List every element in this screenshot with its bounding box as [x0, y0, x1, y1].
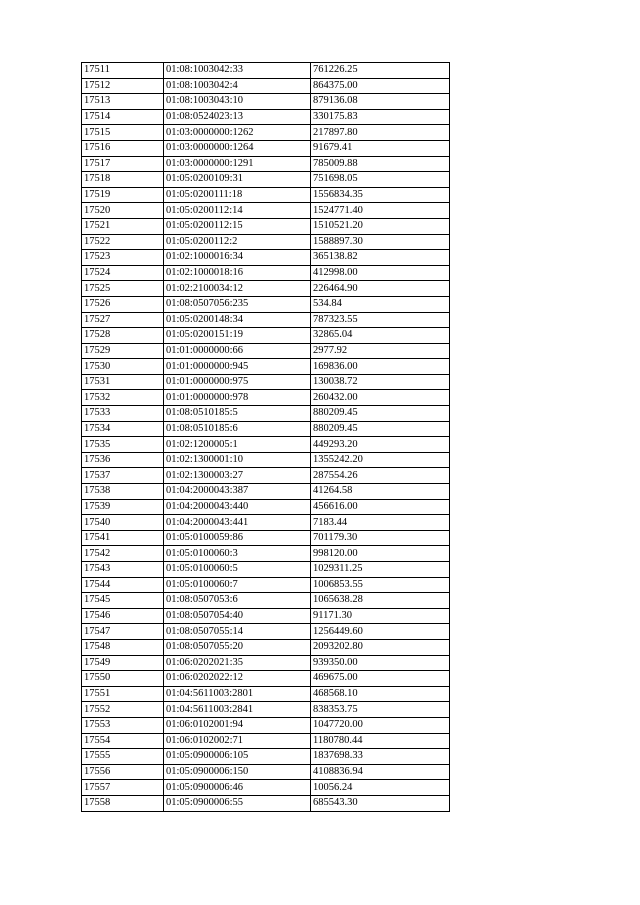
row-number-cell: 17534 [82, 421, 164, 437]
row-number-cell: 17515 [82, 125, 164, 141]
table-row [82, 78, 450, 94]
row-number-cell: 17554 [82, 733, 164, 749]
row-number-cell: 17523 [82, 250, 164, 266]
row-number-cell: 17532 [82, 390, 164, 406]
value-cell: 1029311.25 [311, 562, 450, 578]
value-cell: 1065638.28 [311, 593, 450, 609]
table-body [82, 63, 450, 812]
cadastral-number-cell: 01:05:0200112:2 [164, 234, 311, 250]
value-cell: 1256449.60 [311, 624, 450, 640]
cadastral-number-cell: 01:08:0507054:40 [164, 608, 311, 624]
value-cell: 1837698.33 [311, 749, 450, 765]
cadastral-number-cell: 01:05:0900006:105 [164, 749, 311, 765]
table-row [82, 187, 450, 203]
row-number-cell: 17543 [82, 562, 164, 578]
table-row [82, 608, 450, 624]
value-cell: 864375.00 [311, 78, 450, 94]
row-number-cell: 17518 [82, 172, 164, 188]
table-row [82, 686, 450, 702]
row-number-cell: 17526 [82, 296, 164, 312]
table-row [82, 639, 450, 655]
value-cell: 879136.08 [311, 94, 450, 110]
table-row [82, 265, 450, 281]
row-number-cell: 17517 [82, 156, 164, 172]
value-cell: 1180780.44 [311, 733, 450, 749]
cadastral-number-cell: 01:08:0507053:6 [164, 593, 311, 609]
value-cell: 469675.00 [311, 671, 450, 687]
table-row [82, 281, 450, 297]
table-row [82, 437, 450, 453]
table-row [82, 296, 450, 312]
row-number-cell: 17521 [82, 218, 164, 234]
cadastral-number-cell: 01:08:0507055:14 [164, 624, 311, 640]
row-number-cell: 17541 [82, 530, 164, 546]
value-cell: 260432.00 [311, 390, 450, 406]
row-number-cell: 17552 [82, 702, 164, 718]
cadastral-number-cell: 01:04:5611003:2801 [164, 686, 311, 702]
cadastral-number-cell: 01:02:1000016:34 [164, 250, 311, 266]
cadastral-number-cell: 01:05:0200151:19 [164, 328, 311, 344]
value-cell: 217897.80 [311, 125, 450, 141]
table-row [82, 530, 450, 546]
value-cell: 226464.90 [311, 281, 450, 297]
cadastral-number-cell: 01:08:0524023:13 [164, 109, 311, 125]
cadastral-number-cell: 01:03:0000000:1264 [164, 140, 311, 156]
table-row [82, 452, 450, 468]
table-row [82, 546, 450, 562]
row-number-cell: 17512 [82, 78, 164, 94]
table-row [82, 624, 450, 640]
value-cell: 880209.45 [311, 421, 450, 437]
row-number-cell: 17556 [82, 764, 164, 780]
cadastral-number-cell: 01:05:0100060:3 [164, 546, 311, 562]
cadastral-number-cell: 01:08:1003043:10 [164, 94, 311, 110]
cadastral-number-cell: 01:02:2100034:12 [164, 281, 311, 297]
value-cell: 449293.20 [311, 437, 450, 453]
cadastral-number-cell: 01:01:0000000:66 [164, 343, 311, 359]
cadastral-number-cell: 01:08:0507055:20 [164, 639, 311, 655]
table-row [82, 359, 450, 375]
value-cell: 1047720.00 [311, 717, 450, 733]
row-number-cell: 17535 [82, 437, 164, 453]
row-number-cell: 17546 [82, 608, 164, 624]
row-number-cell: 17531 [82, 374, 164, 390]
row-number-cell: 17551 [82, 686, 164, 702]
value-cell: 365138.82 [311, 250, 450, 266]
value-cell: 130038.72 [311, 374, 450, 390]
value-cell: 1524771.40 [311, 203, 450, 219]
cadastral-number-cell: 01:02:1300001:10 [164, 452, 311, 468]
row-number-cell: 17522 [82, 234, 164, 250]
table-row [82, 515, 450, 531]
cadastral-number-cell: 01:02:1200005:1 [164, 437, 311, 453]
row-number-cell: 17513 [82, 94, 164, 110]
value-cell: 838353.75 [311, 702, 450, 718]
table-row [82, 421, 450, 437]
row-number-cell: 17540 [82, 515, 164, 531]
row-number-cell: 17557 [82, 780, 164, 796]
cadastral-number-cell: 01:06:0102001:94 [164, 717, 311, 733]
cadastral-number-cell: 01:05:0200111:18 [164, 187, 311, 203]
value-cell: 2977.92 [311, 343, 450, 359]
value-cell: 787323.55 [311, 312, 450, 328]
cadastral-number-cell: 01:08:0510185:5 [164, 406, 311, 422]
value-cell: 10056.24 [311, 780, 450, 796]
value-cell: 41264.58 [311, 484, 450, 500]
value-cell: 939350.00 [311, 655, 450, 671]
cadastral-number-cell: 01:04:5611003:2841 [164, 702, 311, 718]
value-cell: 785009.88 [311, 156, 450, 172]
cadastral-number-cell: 01:05:0200112:15 [164, 218, 311, 234]
table-row [82, 593, 450, 609]
row-number-cell: 17519 [82, 187, 164, 203]
table-row [82, 140, 450, 156]
table-row [82, 577, 450, 593]
table-row [82, 343, 450, 359]
row-number-cell: 17538 [82, 484, 164, 500]
row-number-cell: 17537 [82, 468, 164, 484]
table-row [82, 172, 450, 188]
cadastral-number-cell: 01:04:2000043:441 [164, 515, 311, 531]
cadastral-number-cell: 01:05:0200109:31 [164, 172, 311, 188]
row-number-cell: 17524 [82, 265, 164, 281]
value-cell: 330175.83 [311, 109, 450, 125]
table-row [82, 125, 450, 141]
table-row [82, 562, 450, 578]
table-row [82, 406, 450, 422]
value-cell: 32865.04 [311, 328, 450, 344]
table-row [82, 717, 450, 733]
table-row [82, 374, 450, 390]
row-number-cell: 17544 [82, 577, 164, 593]
value-cell: 287554.26 [311, 468, 450, 484]
value-cell: 4108836.94 [311, 764, 450, 780]
row-number-cell: 17525 [82, 281, 164, 297]
value-cell: 685543.30 [311, 795, 450, 811]
row-number-cell: 17528 [82, 328, 164, 344]
value-cell: 701179.30 [311, 530, 450, 546]
row-number-cell: 17545 [82, 593, 164, 609]
table-row [82, 780, 450, 796]
table-row [82, 468, 450, 484]
table-row [82, 156, 450, 172]
value-cell: 534.84 [311, 296, 450, 312]
table-row [82, 250, 450, 266]
table-row [82, 109, 450, 125]
value-cell: 1588897.30 [311, 234, 450, 250]
cadastral-number-cell: 01:05:0900006:46 [164, 780, 311, 796]
table-row [82, 499, 450, 515]
value-cell: 761226.25 [311, 63, 450, 79]
table-row [82, 749, 450, 765]
row-number-cell: 17530 [82, 359, 164, 375]
cadastral-number-cell: 01:01:0000000:978 [164, 390, 311, 406]
value-cell: 1355242.20 [311, 452, 450, 468]
cadastral-number-cell: 01:04:2000043:440 [164, 499, 311, 515]
cadastral-number-cell: 01:02:1300003:27 [164, 468, 311, 484]
row-number-cell: 17529 [82, 343, 164, 359]
table-row [82, 218, 450, 234]
table-row [82, 733, 450, 749]
row-number-cell: 17549 [82, 655, 164, 671]
table-row [82, 390, 450, 406]
data-table [81, 62, 450, 812]
cadastral-number-cell: 01:06:0102002:71 [164, 733, 311, 749]
table-row [82, 312, 450, 328]
table-row [82, 94, 450, 110]
cadastral-number-cell: 01:08:0507056:235 [164, 296, 311, 312]
row-number-cell: 17553 [82, 717, 164, 733]
cadastral-number-cell: 01:05:0100059:86 [164, 530, 311, 546]
value-cell: 1006853.55 [311, 577, 450, 593]
table-row [82, 203, 450, 219]
row-number-cell: 17555 [82, 749, 164, 765]
cadastral-number-cell: 01:06:0202022:12 [164, 671, 311, 687]
cadastral-number-cell: 01:05:0900006:150 [164, 764, 311, 780]
table-row [82, 702, 450, 718]
row-number-cell: 17520 [82, 203, 164, 219]
table-row [82, 484, 450, 500]
table-row [82, 63, 450, 79]
cadastral-number-cell: 01:05:0900006:55 [164, 795, 311, 811]
row-number-cell: 17547 [82, 624, 164, 640]
value-cell: 91679.41 [311, 140, 450, 156]
table-row [82, 764, 450, 780]
cadastral-number-cell: 01:04:2000043:387 [164, 484, 311, 500]
cadastral-number-cell: 01:05:0200112:14 [164, 203, 311, 219]
table-row [82, 795, 450, 811]
cadastral-number-cell: 01:03:0000000:1291 [164, 156, 311, 172]
cadastral-number-cell: 01:08:1003042:4 [164, 78, 311, 94]
row-number-cell: 17558 [82, 795, 164, 811]
cadastral-number-cell: 01:08:0510185:6 [164, 421, 311, 437]
cadastral-number-cell: 01:05:0100060:5 [164, 562, 311, 578]
value-cell: 468568.10 [311, 686, 450, 702]
row-number-cell: 17539 [82, 499, 164, 515]
value-cell: 998120.00 [311, 546, 450, 562]
value-cell: 169836.00 [311, 359, 450, 375]
cadastral-number-cell: 01:05:0200148:34 [164, 312, 311, 328]
cadastral-number-cell: 01:05:0100060:7 [164, 577, 311, 593]
value-cell: 751698.05 [311, 172, 450, 188]
row-number-cell: 17550 [82, 671, 164, 687]
value-cell: 7183.44 [311, 515, 450, 531]
cadastral-number-cell: 01:06:0202021:35 [164, 655, 311, 671]
value-cell: 412998.00 [311, 265, 450, 281]
value-cell: 1556834.35 [311, 187, 450, 203]
table-row [82, 655, 450, 671]
row-number-cell: 17516 [82, 140, 164, 156]
table-row [82, 234, 450, 250]
table-row [82, 328, 450, 344]
value-cell: 1510521.20 [311, 218, 450, 234]
cadastral-number-cell: 01:08:1003042:33 [164, 63, 311, 79]
row-number-cell: 17536 [82, 452, 164, 468]
value-cell: 91171.30 [311, 608, 450, 624]
row-number-cell: 17511 [82, 63, 164, 79]
row-number-cell: 17548 [82, 639, 164, 655]
value-cell: 2093202.80 [311, 639, 450, 655]
cadastral-number-cell: 01:01:0000000:975 [164, 374, 311, 390]
cadastral-number-cell: 01:01:0000000:945 [164, 359, 311, 375]
table-row [82, 671, 450, 687]
row-number-cell: 17542 [82, 546, 164, 562]
cadastral-number-cell: 01:02:1000018:16 [164, 265, 311, 281]
value-cell: 456616.00 [311, 499, 450, 515]
row-number-cell: 17533 [82, 406, 164, 422]
value-cell: 880209.45 [311, 406, 450, 422]
row-number-cell: 17527 [82, 312, 164, 328]
row-number-cell: 17514 [82, 109, 164, 125]
cadastral-number-cell: 01:03:0000000:1262 [164, 125, 311, 141]
